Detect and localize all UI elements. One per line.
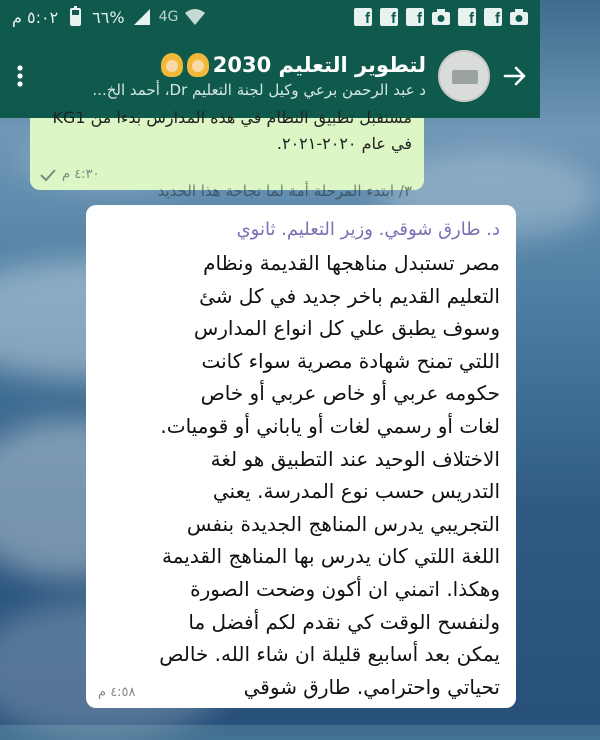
- message-line: اللتي تمنح شهادة مصرية سواء كانت: [201, 348, 500, 373]
- previous-message-line: مستقبل تطبيق النظام في هذه المدارس بدءا من KG1: [52, 108, 412, 127]
- sent-check-icon: [40, 169, 56, 181]
- arrow-forward-icon: [503, 65, 527, 87]
- camera-icon: [432, 8, 450, 26]
- facebook-icon: f: [484, 8, 502, 26]
- message-bubble[interactable]: [86, 205, 516, 708]
- battery-icon: [66, 8, 84, 26]
- message-line: وهكذا. اتمني ان أكون وضحت الصورة: [190, 576, 500, 601]
- back-button[interactable]: [490, 34, 540, 118]
- message-line: تحياتي واحترامي. طارق شوقي: [243, 674, 500, 699]
- teacher-emoji-icon: [187, 53, 209, 77]
- message-line: اللغة اللتي كان يدرس بها المناهج القديمة: [162, 544, 500, 569]
- group-title: لتطوير التعليم 2030: [212, 53, 426, 77]
- message-line: لغات أو رسمي لغات أو ياباني أو قوميات.: [160, 413, 500, 438]
- chat-info[interactable]: [40, 53, 438, 99]
- chat-header: [0, 34, 540, 118]
- previous-message-line: في عام ٢٠٢٠-٢٠٢١.: [276, 134, 412, 153]
- network-type: 4G: [158, 9, 179, 25]
- camera-icon: [510, 8, 528, 26]
- group-participants: د عبد الرحمن برعي وكيل لجنة التعليم Dr، أحمد الخ...: [92, 81, 426, 99]
- previous-message-tail: ٣/ ابتدء المرحلة أمة لما نجاحة هذا الحديد: [157, 182, 412, 200]
- facebook-icon: f: [458, 8, 476, 26]
- message-text: [100, 247, 500, 703]
- message-line: وسوف يطبق علي كل انواع المدارس: [193, 316, 500, 341]
- message-line: التجريبي يدرس المناهج الجديدة بنفس: [186, 511, 500, 536]
- previous-message-time: ٤:٣٠ م: [62, 167, 100, 182]
- sender-name[interactable]: د. طارق شوقي. وزير التعليم. ثانوي: [236, 219, 500, 240]
- group-avatar[interactable]: [438, 50, 490, 102]
- wifi-icon: [186, 8, 204, 26]
- previous-message-bubble[interactable]: [30, 108, 424, 190]
- signal-icon: [133, 8, 151, 26]
- group-title-row: [50, 53, 426, 77]
- facebook-icon: f: [354, 8, 372, 26]
- message-time: ٤:٥٨ م: [98, 685, 136, 700]
- message-line: حكومه عربي أو خاص عربي أو خاص: [200, 381, 500, 406]
- clock: ٥:٠٢ م: [12, 7, 59, 27]
- message-line: يمكن بعد أسابيع قليلة ان شاء الله. خالص: [159, 642, 500, 667]
- hidden-message-edge: [30, 182, 424, 204]
- overflow-menu-button[interactable]: [0, 34, 40, 118]
- battery-percent: %٦٦: [92, 7, 125, 27]
- previous-message-meta: [40, 167, 100, 182]
- facebook-icon: f: [406, 8, 424, 26]
- message-line: الاختلاف الوحيد عند التطبيق هو لغة: [210, 446, 500, 471]
- status-bar: [0, 0, 540, 34]
- message-line: التعليم القديم باخر جديد في كل شئ: [199, 283, 500, 308]
- message-line: مصر تستبدل مناهجها القديمة ونظام: [203, 251, 500, 275]
- more-vert-icon: [17, 65, 23, 87]
- facebook-icon: f: [380, 8, 398, 26]
- message-line: التدريس حسب نوع المدرسة. يعني: [212, 479, 500, 504]
- teacher-emoji-icon: [161, 53, 183, 77]
- message-line: ولنفسح الوقت كي نقدم لكم أفضل ما: [188, 609, 500, 634]
